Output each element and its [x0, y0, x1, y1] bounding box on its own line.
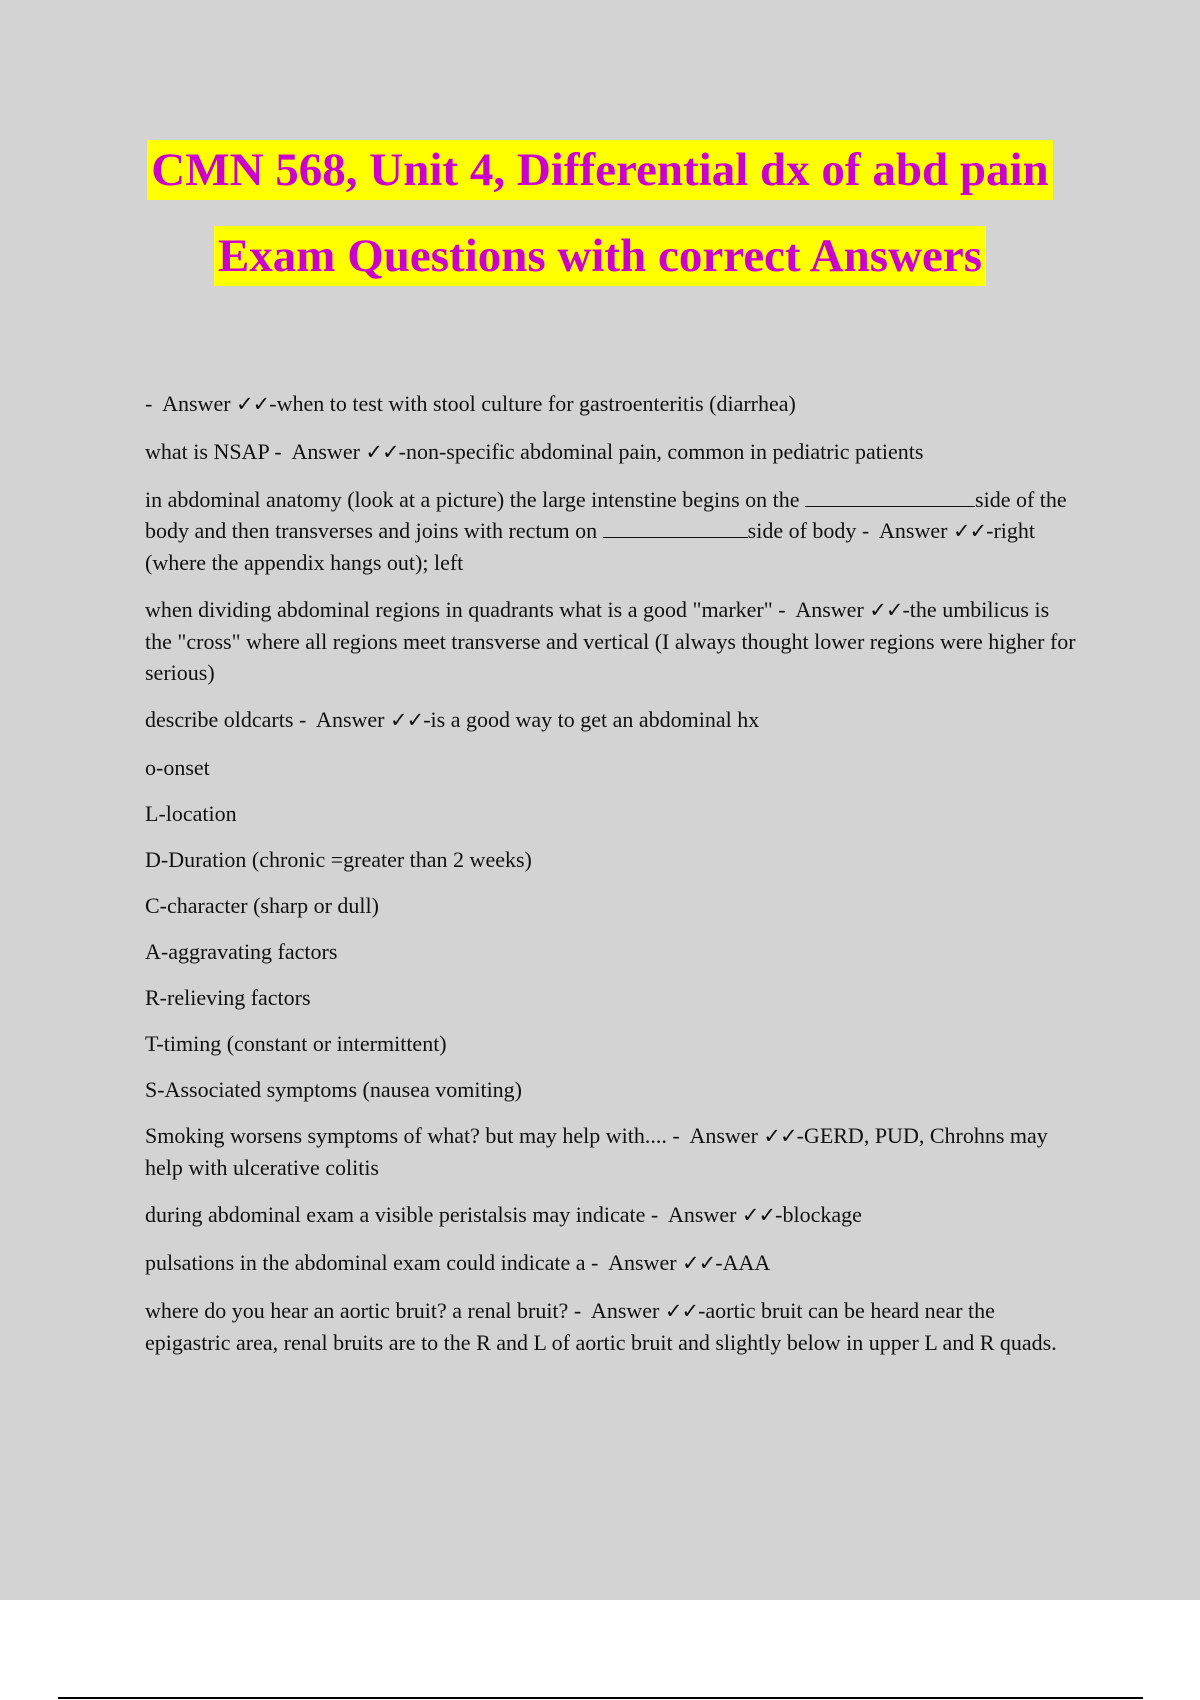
- question-text: describe oldcarts: [145, 707, 299, 732]
- qa-item: [145, 1199, 1080, 1231]
- fill-in-blank: [603, 519, 748, 538]
- answer-text: -AAA: [715, 1250, 771, 1275]
- oldcarts-item: C-character (sharp or dull): [145, 893, 379, 918]
- answer-text: -non-specific abdominal pain, common in pediatric patients: [398, 439, 924, 464]
- qa-item: [145, 704, 1080, 736]
- question-text: pulsations in the abdominal exam could indicate a: [145, 1250, 591, 1275]
- qa-item: [145, 594, 1080, 688]
- qa-item: [145, 1120, 1080, 1183]
- document-title: [0, 140, 1200, 286]
- oldcarts-item: o-onset: [145, 755, 210, 780]
- qa-item: [145, 388, 1080, 420]
- question-text: during abdominal exam a visible peristalsis may indicate: [145, 1202, 651, 1227]
- answer-label: - Answer: [298, 707, 390, 732]
- answer-text: -when to test with stool culture for gastroenteritis (diarrhea): [269, 391, 796, 416]
- double-check-icon: ✓✓: [365, 440, 399, 464]
- answer-label: - Answer: [591, 1250, 683, 1275]
- double-check-icon: ✓✓: [682, 1251, 716, 1275]
- oldcarts-item: T-timing (constant or intermittent): [145, 1031, 447, 1056]
- question-text: what is NSAP: [145, 439, 275, 464]
- qa-item: [145, 484, 1080, 578]
- qa-item: [145, 1247, 1080, 1279]
- double-check-icon: ✓✓: [741, 1203, 776, 1227]
- answer-label: - Answer: [650, 1202, 742, 1227]
- oldcarts-item: S-Associated symptoms (nausea vomiting): [145, 1077, 523, 1102]
- answer-label: - Answer: [573, 1298, 665, 1323]
- answer-text: -the umbilicus is the "cross" where all regions meet transverse and vertical (I always thought lower regions were higher for serious): [145, 597, 1076, 685]
- question-text: side of body: [747, 518, 862, 543]
- answer-text: -right (where the appendix hangs out); left: [145, 518, 1036, 575]
- answer-label: - Answer: [861, 518, 953, 543]
- question-text: when dividing abdominal regions in quadrants what is a good "marker": [145, 597, 779, 622]
- answer-text: -GERD, PUD, Chrohns may help with ulcerative colitis: [145, 1123, 1048, 1180]
- answer-label: - Answer: [778, 597, 870, 622]
- oldcarts-item: R-relieving factors: [145, 985, 311, 1010]
- qa-content: [145, 388, 1080, 1374]
- answer-label: - Answer: [145, 391, 237, 416]
- title-line-1: CMN 568, Unit 4, Differential dx of abd pain: [147, 140, 1052, 200]
- answer-text: -aortic bruit can be heard near the epigastric area, renal bruits are to the R and L of aortic bruit and slightly below in upper L and R quads.: [145, 1298, 1057, 1355]
- qa-item: [145, 1295, 1080, 1358]
- double-check-icon: ✓✓: [664, 1299, 699, 1323]
- oldcarts-item: A-aggravating factors: [145, 939, 338, 964]
- title-line-2: Exam Questions with correct Answers: [214, 226, 986, 286]
- footer-divider: [58, 1697, 1143, 1699]
- answer-text: -blockage: [775, 1202, 862, 1227]
- double-check-icon: ✓✓: [389, 708, 424, 732]
- question-text: where do you hear an aortic bruit? a renal bruit?: [145, 1298, 574, 1323]
- oldcarts-item: L-location: [145, 801, 237, 826]
- double-check-icon: ✓✓: [236, 392, 270, 416]
- question-text: Smoking worsens symptoms of what? but may help with....: [145, 1123, 673, 1148]
- double-check-icon: ✓✓: [952, 519, 987, 543]
- answer-label: - Answer: [274, 439, 366, 464]
- double-check-icon: ✓✓: [869, 598, 903, 622]
- question-text: in abdominal anatomy (look at a picture) the large intenstine begins on the: [145, 487, 806, 512]
- fill-in-blank: [805, 488, 975, 507]
- answer-label: - Answer: [672, 1123, 764, 1148]
- qa-item: [145, 436, 1080, 468]
- oldcarts-item: D-Duration (chronic =greater than 2 weeks): [145, 847, 532, 872]
- double-check-icon: ✓✓: [763, 1124, 797, 1148]
- answer-text: -is a good way to get an abdominal hx: [423, 707, 760, 732]
- question-text: side of the body and then transverses and joins with rectum on: [145, 487, 1067, 543]
